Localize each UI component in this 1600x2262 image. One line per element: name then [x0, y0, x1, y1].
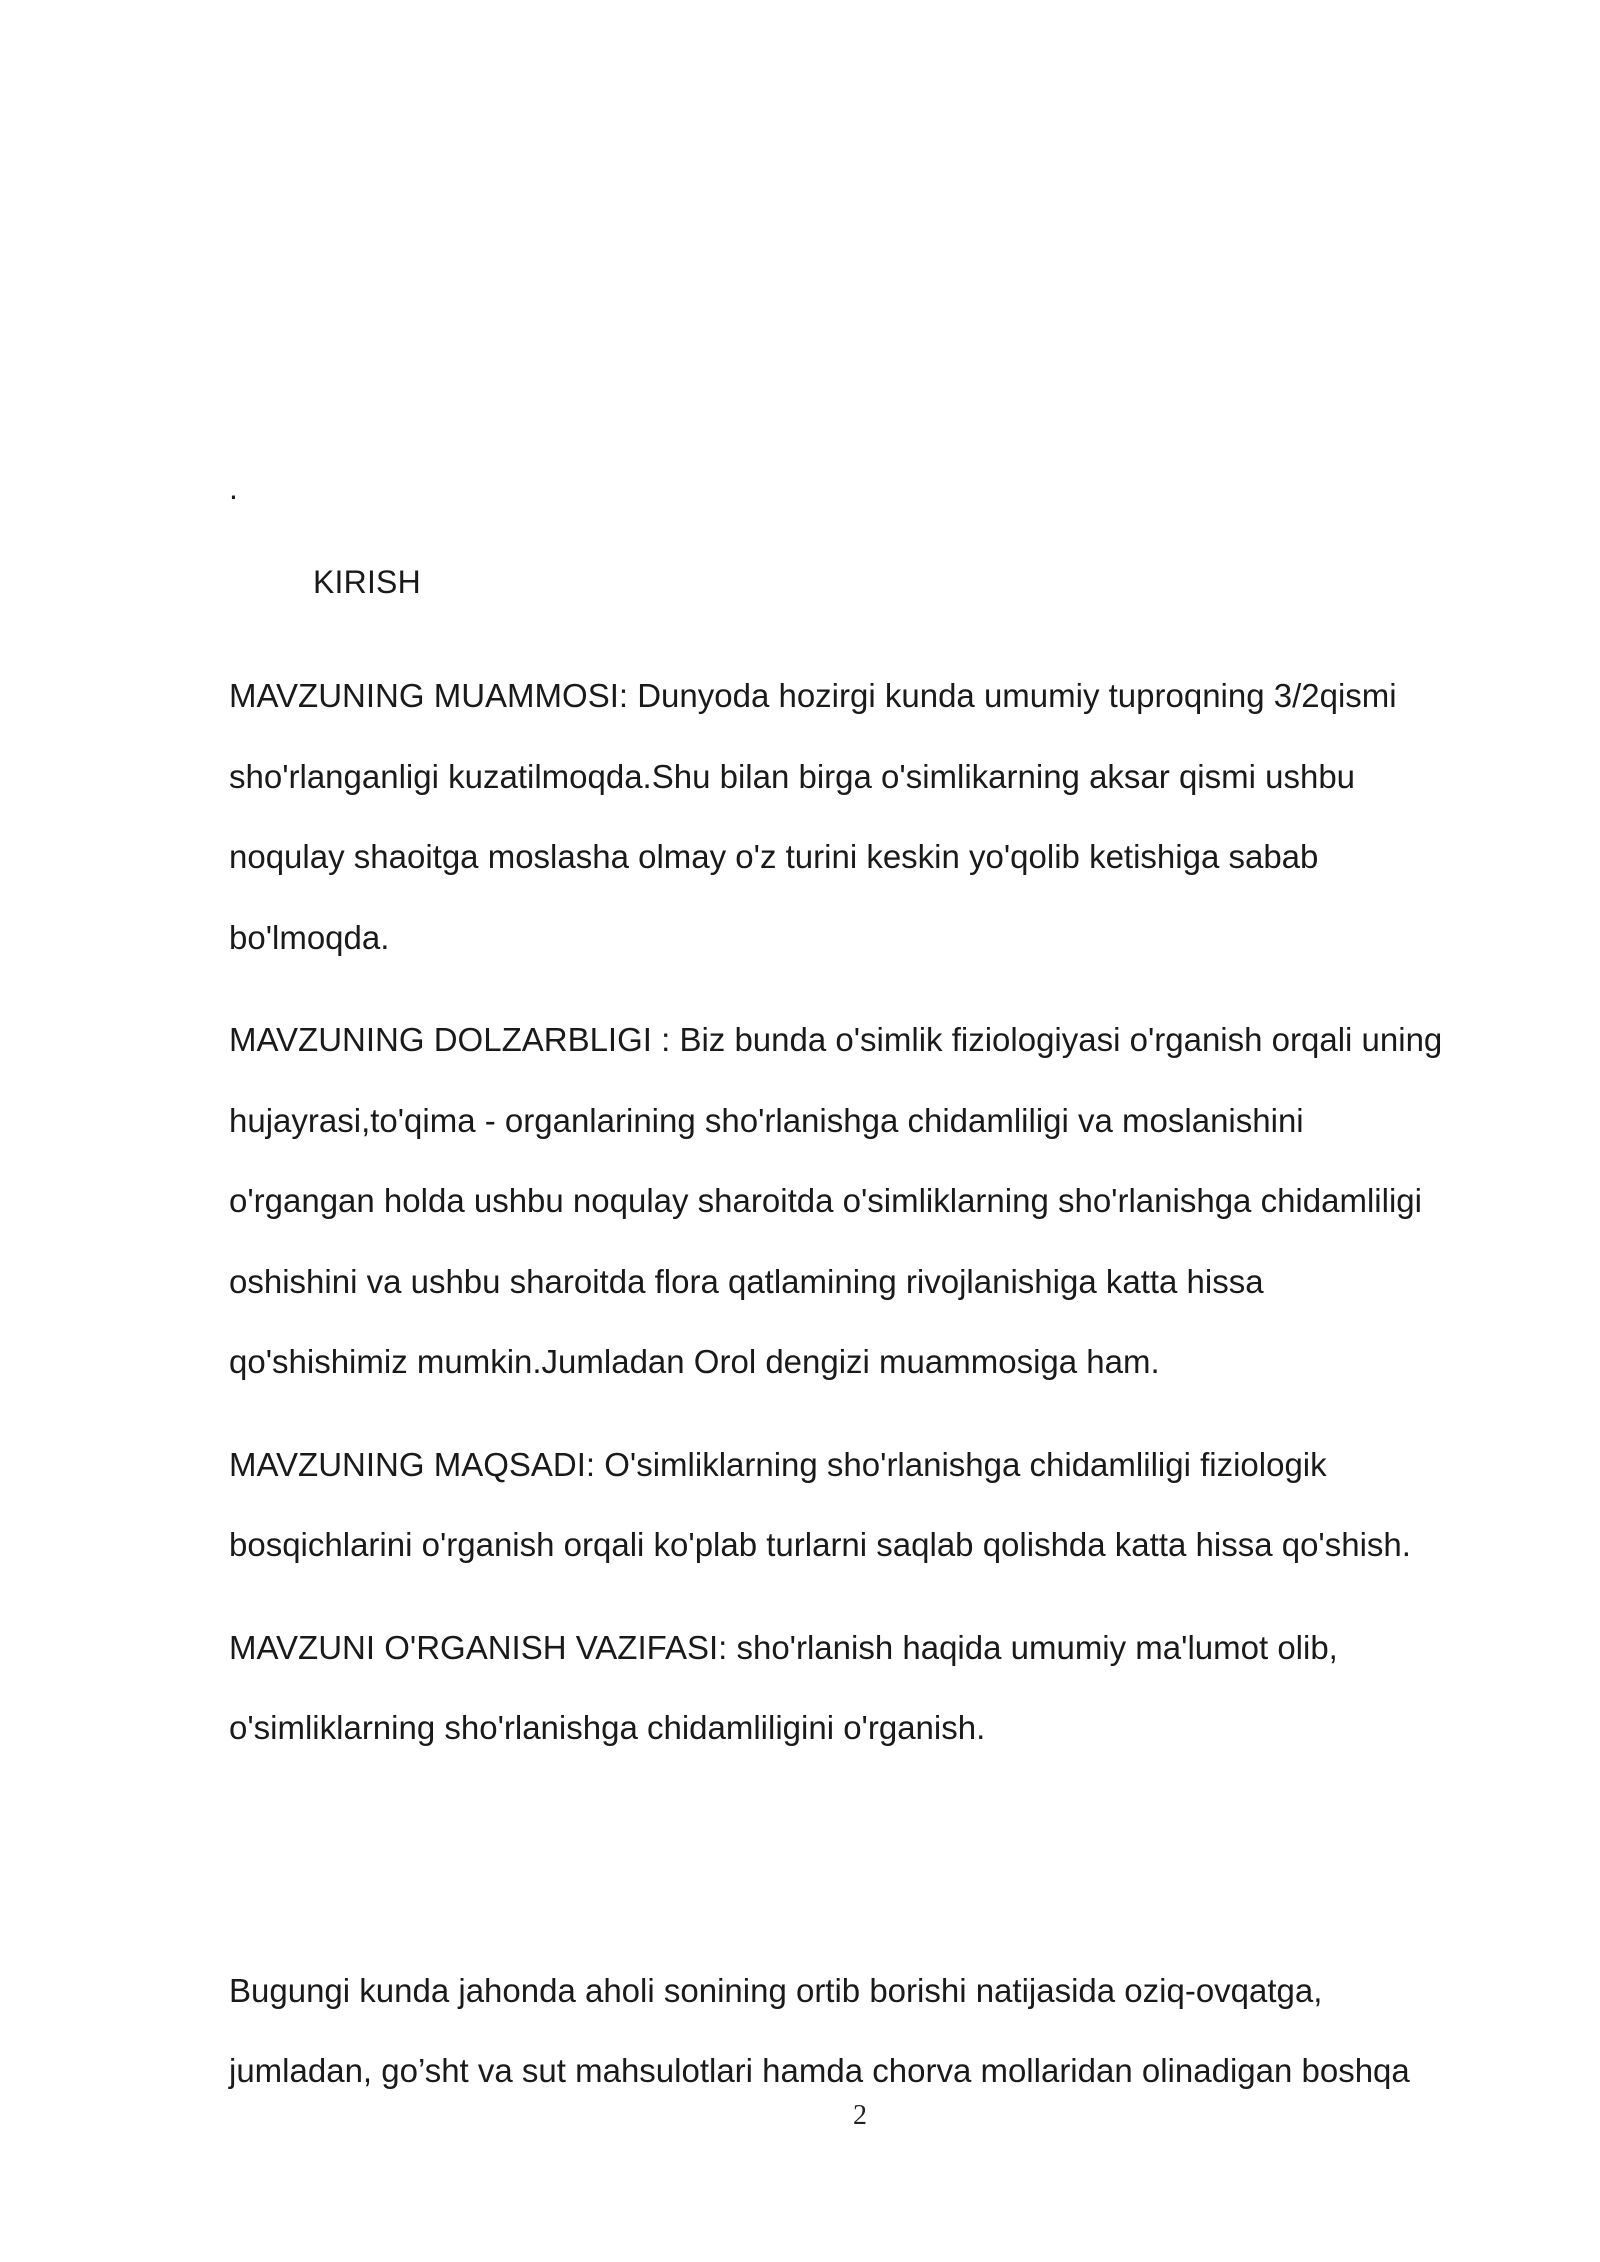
- text-line: bo'lmoqda.: [229, 918, 390, 956]
- text-line: jumladan, go’sht va sut mahsulotlari hamda chorva mollaridan olinadigan boshqa: [229, 2052, 1410, 2089]
- text-line: qo'shishimiz mumkin.Jumladan Orol dengizi muammosiga ham.: [229, 1343, 1160, 1380]
- text-line: noqulay shaoitga moslasha olmay o'z turini keskin yo'qolib ketishiga sabab: [229, 838, 1319, 875]
- body-text: [229, 656, 1499, 2134]
- text-line: MAVZUNING MAQSADI: O'simliklarning sho'rlanishga chidamliligi fiziologik: [229, 1445, 1327, 1483]
- paragraph-bugungi: [229, 1951, 1499, 2112]
- text-line: bosqichlarini o'rganish orqali ko'plab turlarni saqlab qolishda katta hissa qo'shish.: [229, 1526, 1411, 1563]
- text-line: hujayrasi,to'qima - organlarining sho'rlanishga chidamliligi va moslanishini: [229, 1101, 1304, 1139]
- text-line: o'simliklarning sho'rlanishga chidamliligini o'rganish.: [229, 1709, 986, 1746]
- paragraph-dolzarbligi: [229, 1000, 1499, 1403]
- text-line: o'rgangan holda ushbu noqulay sharoitda o'simliklarning sho'rlanishga chidamliligi: [229, 1182, 1422, 1219]
- text-line: MAVZUNING MUAMMOSI: Dunyoda hozirgi kunda umumiy tuproqning 3/2qismi: [229, 677, 1397, 714]
- paragraph-maqsadi: [229, 1425, 1499, 1586]
- paragraph-spacer: [229, 1791, 1499, 1951]
- text-line: sho'rlanganligi kuzatilmoqda.Shu bilan birga o'simlikarning aksar qismi ushbu: [229, 757, 1356, 795]
- stray-dot: .: [229, 470, 238, 506]
- paragraph-muammosi: [229, 656, 1499, 978]
- text-line: oshishini va ushbu sharoitda flora qatlamining rivojlanishiga katta hissa: [229, 1262, 1264, 1300]
- page-number: 2: [853, 2100, 867, 2131]
- section-heading: KIRISH: [313, 564, 421, 600]
- paragraph-vazifasi: [229, 1608, 1499, 1769]
- text-line: MAVZUNING DOLZARBLIGI : Biz bunda o'simlik fiziologiyasi o'rganish orqali uning: [229, 1021, 1443, 1058]
- text-line: Bugungi kunda jahonda aholi sonining ortib borishi natijasida oziq-ovqatga,: [229, 1971, 1323, 2009]
- text-line: MAVZUNI O'RGANISH VAZIFASI: sho'rlanish haqida umumiy ma'lumot olib,: [229, 1628, 1338, 1666]
